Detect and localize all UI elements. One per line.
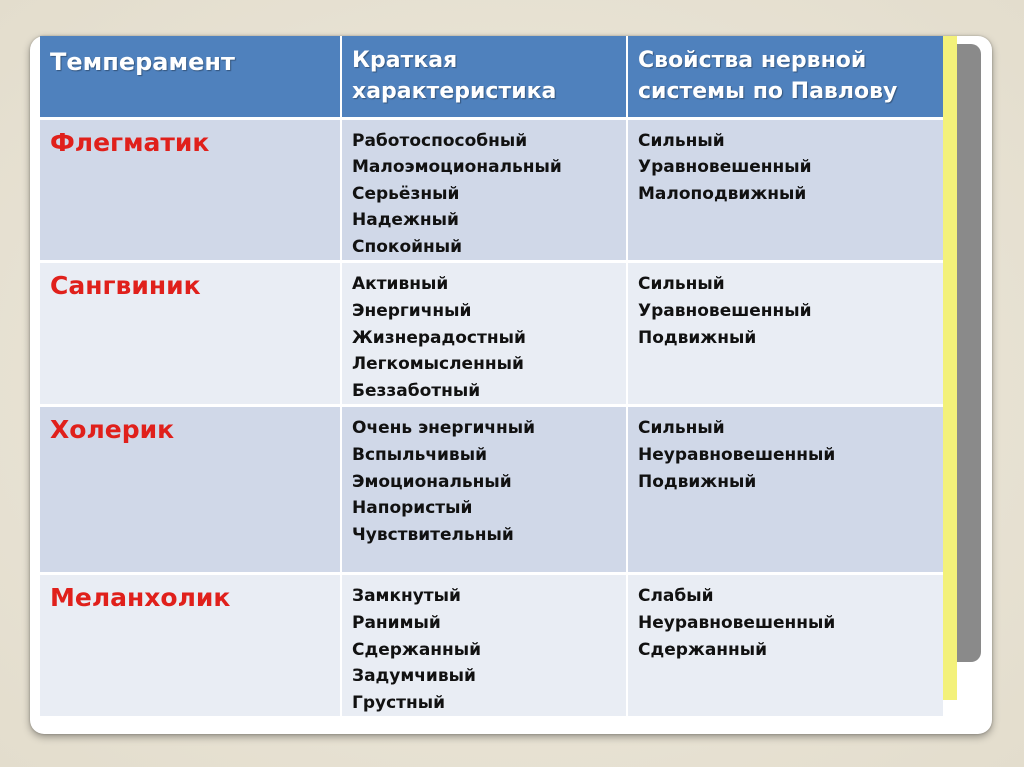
temperament-table-container — [40, 36, 943, 713]
trait-item: Надежный — [352, 210, 459, 231]
trait-item: Легкомысленный — [352, 354, 524, 375]
table-header — [40, 36, 943, 118]
property-item: Сильный — [638, 418, 725, 439]
trait-item: Задумчивый — [352, 666, 476, 687]
trait-item: Напористый — [352, 498, 473, 519]
temperament-name: Сангвиник — [50, 271, 201, 301]
property-item: Неуравновешенный — [638, 613, 836, 634]
property-item: Сдержанный — [638, 639, 768, 660]
temperament-cell — [40, 574, 341, 716]
traits-cell — [341, 118, 627, 262]
trait-item: Эмоциональный — [352, 471, 512, 492]
trait-item: Работоспособный — [352, 130, 528, 151]
trait-item: Ранимый — [352, 613, 441, 634]
property-item: Подвижный — [638, 327, 757, 348]
temperament-cell — [40, 406, 341, 574]
properties-cell — [627, 574, 943, 716]
temperament-table — [40, 36, 943, 716]
property-item: Подвижный — [638, 471, 757, 492]
table-row — [40, 118, 943, 262]
table-row — [40, 406, 943, 574]
temperament-cell — [40, 262, 341, 406]
property-item: Сильный — [638, 274, 725, 295]
trait-item: Очень энергичный — [352, 418, 536, 439]
header-characteristic: Краткая характеристика — [341, 36, 627, 118]
properties-cell — [627, 118, 943, 262]
trait-item: Замкнутый — [352, 586, 461, 607]
header-row — [40, 36, 943, 118]
property-item: Уравновешенный — [638, 157, 812, 178]
temperament-name: Холерик — [50, 415, 175, 445]
table-row — [40, 574, 943, 716]
trait-item: Жизнерадостный — [352, 327, 526, 348]
property-item: Сильный — [638, 130, 725, 151]
traits-cell — [341, 262, 627, 406]
property-item: Уравновешенный — [638, 301, 812, 322]
table-body — [40, 118, 943, 716]
properties-cell — [627, 262, 943, 406]
property-item: Малоподвижный — [638, 183, 807, 204]
temperament-cell — [40, 118, 341, 262]
table-row — [40, 262, 943, 406]
trait-item: Беззаботный — [352, 380, 481, 401]
trait-item: Грустный — [352, 692, 446, 713]
traits-cell — [341, 406, 627, 574]
trait-item: Вспыльчивый — [352, 445, 487, 466]
traits-cell — [341, 574, 627, 716]
trait-item: Малоэмоциональный — [352, 157, 562, 178]
header-nervous-system: Свойства нервной системы по Павлову — [627, 36, 943, 118]
trait-item: Сдержанный — [352, 639, 482, 660]
property-item: Слабый — [638, 586, 714, 607]
header-temperament: Темперамент — [40, 36, 341, 118]
trait-item: Энергичный — [352, 301, 472, 322]
temperament-name: Флегматик — [50, 127, 210, 157]
trait-item: Активный — [352, 274, 449, 295]
trait-item: Чувствительный — [352, 524, 514, 545]
properties-cell — [627, 406, 943, 574]
trait-item: Спокойный — [352, 236, 463, 257]
accent-bar — [943, 36, 957, 700]
slide-side-panel — [955, 44, 981, 662]
temperament-name: Меланхолик — [50, 583, 231, 613]
property-item: Неуравновешенный — [638, 445, 836, 466]
trait-item: Серьёзный — [352, 183, 460, 204]
